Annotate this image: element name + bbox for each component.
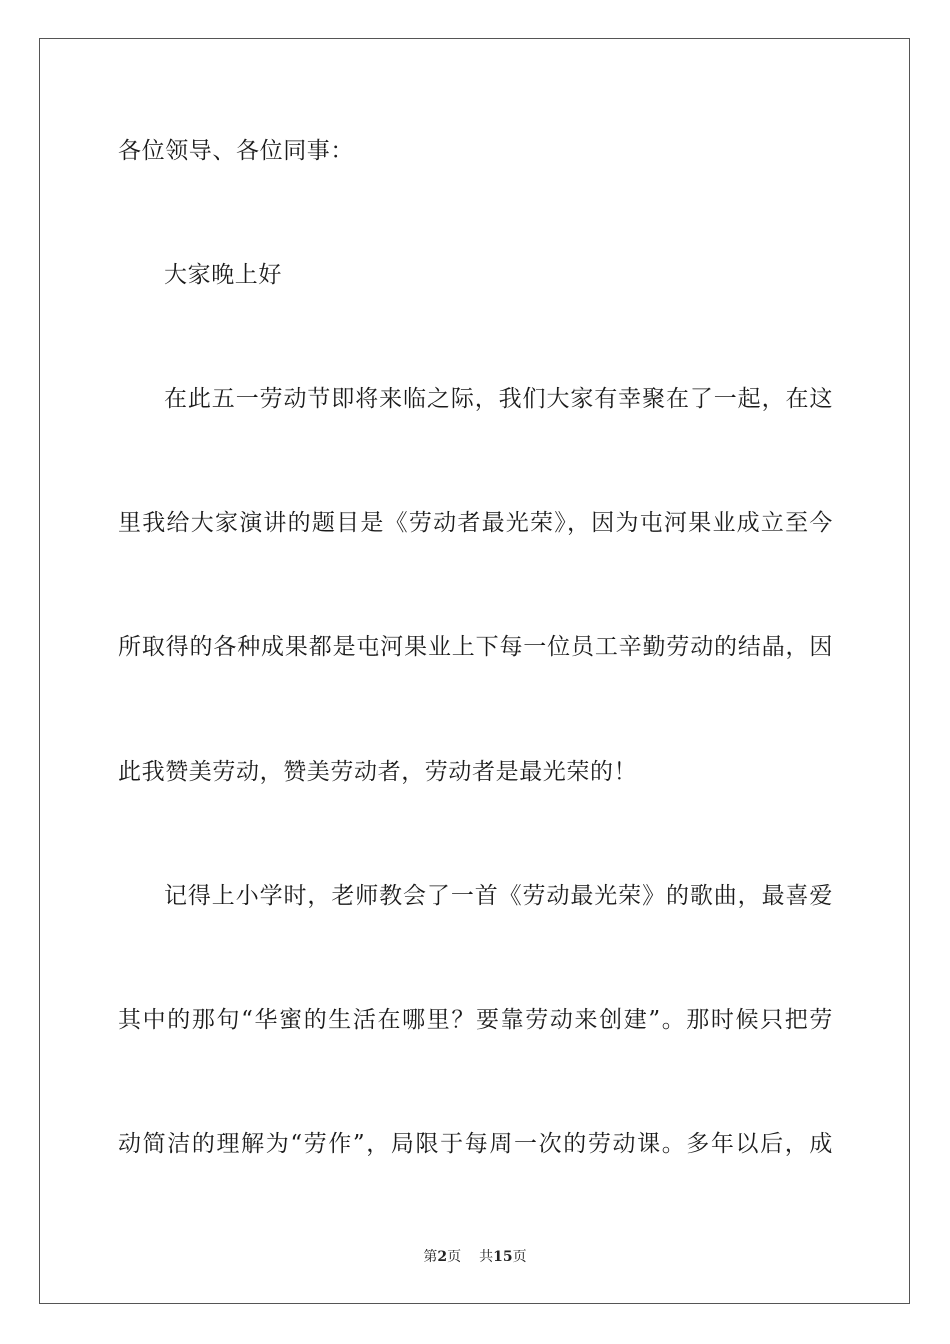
footer-page-number: 2 [437, 1249, 448, 1265]
footer-page-prefix: 第 [423, 1249, 438, 1265]
footer-total-prefix: 共 [479, 1249, 494, 1265]
footer-page-suffix: 页 [447, 1249, 462, 1265]
page-footer [0, 1248, 950, 1266]
footer-total-pages: 15 [493, 1249, 513, 1265]
salutation-line: 各位领导、各位同事： [118, 138, 354, 164]
paragraph-2-line-1: 记得上小学时，老师教会了一首《劳动最光荣》的歌曲，最喜爱 [164, 883, 833, 909]
paragraph-1-line-2: 里我给大家演讲的题目是《劳动者最光荣》，因为屯河果业成立至今 [118, 510, 833, 536]
paragraph-2-line-2: 其中的那句“华蜜的生活在哪里？要靠劳动来创建”。那时候只把劳 [118, 1007, 833, 1033]
paragraph-1-line-1: 在此五一劳动节即将来临之际，我们大家有幸聚在了一起，在这 [164, 386, 833, 412]
paragraph-2-line-3: 动简洁的理解为“劳作”，局限于每周一次的劳动课。多年以后，成 [118, 1131, 833, 1157]
paragraph-1-line-3: 所取得的各种成果都是屯河果业上下每一位员工辛勤劳动的结晶，因 [118, 634, 833, 660]
page-border [39, 38, 910, 1304]
greeting-line: 大家晚上好 [164, 262, 282, 288]
paragraph-1-line-4: 此我赞美劳动，赞美劳动者，劳动者是最光荣的！ [118, 759, 638, 785]
footer-total-suffix: 页 [512, 1249, 527, 1265]
